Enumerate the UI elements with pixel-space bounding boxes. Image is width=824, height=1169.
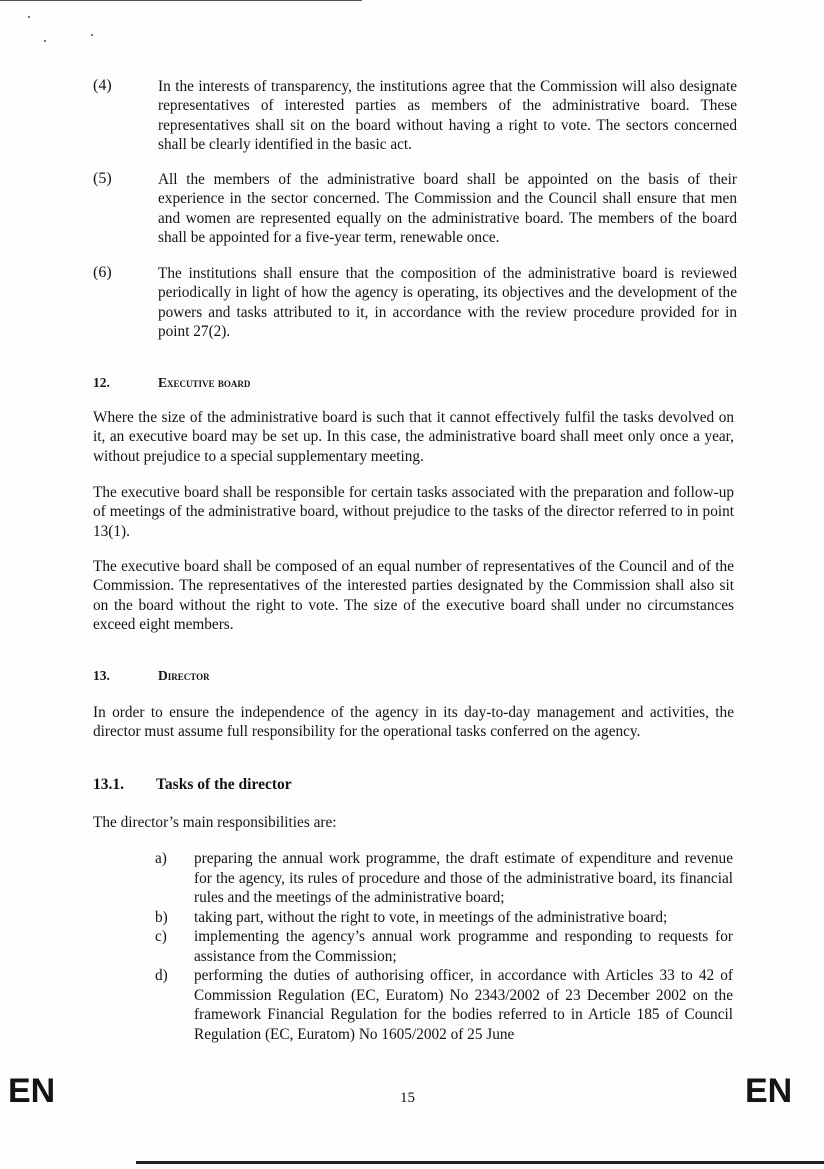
paragraph-text: In the interests of transparency, the institutions agree that the Commission will also designate representatives of interested parties as members of the administrative board. These representatives shall sit on the board without having a right to vote. The sectors concerned shall be clearly identified in the basic act. [158, 78, 737, 153]
language-code-left: EN [8, 1072, 56, 1110]
section-number: 13. [93, 668, 110, 683]
list-item [155, 849, 733, 908]
section-13-paragraph: In order to ensure the independence of the agency in its day-to-day management and activities, the director must assume full responsibility for the operational tasks conferred on the agency. [93, 704, 734, 741]
list-item [155, 966, 733, 1044]
numbered-paragraph-4 [93, 77, 737, 154]
section-12-paragraph: The executive board shall be composed of an equal number of representatives of the Council and of the Commission. The representatives of the interested parties designated by the Commission shall also sit on the board without the right to vote. The size of the executive board shall under no circumstances exceed eight members. [93, 558, 734, 634]
list-item-text: implementing the agency’s annual work programme and responding to requests for assistance from the Commission; [194, 928, 733, 965]
list-marker: c) [155, 928, 167, 945]
section-number: 12. [93, 375, 110, 390]
section-title: Director [158, 668, 210, 683]
scan-edge-line-bottom [136, 1161, 824, 1164]
paragraph-text: The institutions shall ensure that the composition of the administrative board is reviewed periodically in light of how the agency is operating, its objectives and the development of the powers and tasks attributed to it, in accordance with the review procedure provided for in point 27(2). [158, 265, 737, 340]
subsection-title: Tasks of the director [156, 776, 292, 793]
page-number: 15 [400, 1090, 415, 1106]
paragraph-text: All the members of the administrative board shall be appointed on the basis of their experience in the sector concerned. The Commission and the Council shall ensure that men and women are represented equally on the administrative board. The members of the board shall be appointed for a five-year term, renewable once. [158, 171, 737, 246]
subsection-intro: The director’s main responsibilities are: [93, 814, 337, 831]
list-item-text: preparing the annual work programme, the draft estimate of expenditure and revenue for the agency, its rules of procedure and those of the administrative board, its financial rules and the meetings of the administrative board; [194, 850, 733, 906]
list-marker: d) [155, 967, 168, 984]
numbered-paragraph-6 [93, 264, 737, 341]
paragraph-number: (4) [93, 77, 112, 94]
responsibilities-list [155, 849, 733, 1044]
scan-edge-line-top [0, 0, 362, 1]
list-marker: a) [155, 850, 167, 867]
numbered-paragraph-5 [93, 170, 737, 247]
section-title: Executive board [158, 375, 251, 390]
section-12-paragraph: The executive board shall be responsible for certain tasks associated with the preparation and follow-up of meetings of the administrative board, without prejudice to the tasks of the director referred to in point 13(1). [93, 484, 734, 540]
section-12-paragraph: Where the size of the administrative board is such that it cannot effectively fulfil the tasks devolved on it, an executive board may be set up. In this case, the administrative board shall meet only once a year, without prejudice to a special supplementary meeting. [93, 409, 734, 465]
scan-speck [91, 34, 93, 36]
paragraph-number: (5) [93, 170, 112, 187]
scan-speck [44, 40, 46, 42]
list-marker: b) [155, 908, 168, 926]
list-item-text: performing the duties of authorising officer, in accordance with Articles 33 to 42 of Commission Regulation (EC, Euratom) No 2343/2002 of 23 December 2002 on the framework Financial Regulation for the bodies referred to in Article 185 of Council Regulation (EC, Euratom) No 1605/2002 of 25 June [194, 967, 733, 1043]
scan-speck [28, 16, 30, 18]
language-code-right: EN [745, 1072, 793, 1110]
list-item-text: taking part, without the right to vote, in meetings of the administrative board; [194, 908, 668, 926]
list-item [155, 927, 733, 966]
paragraph-number: (6) [93, 264, 112, 281]
subsection-number: 13.1. [93, 776, 124, 793]
list-item [155, 908, 733, 928]
